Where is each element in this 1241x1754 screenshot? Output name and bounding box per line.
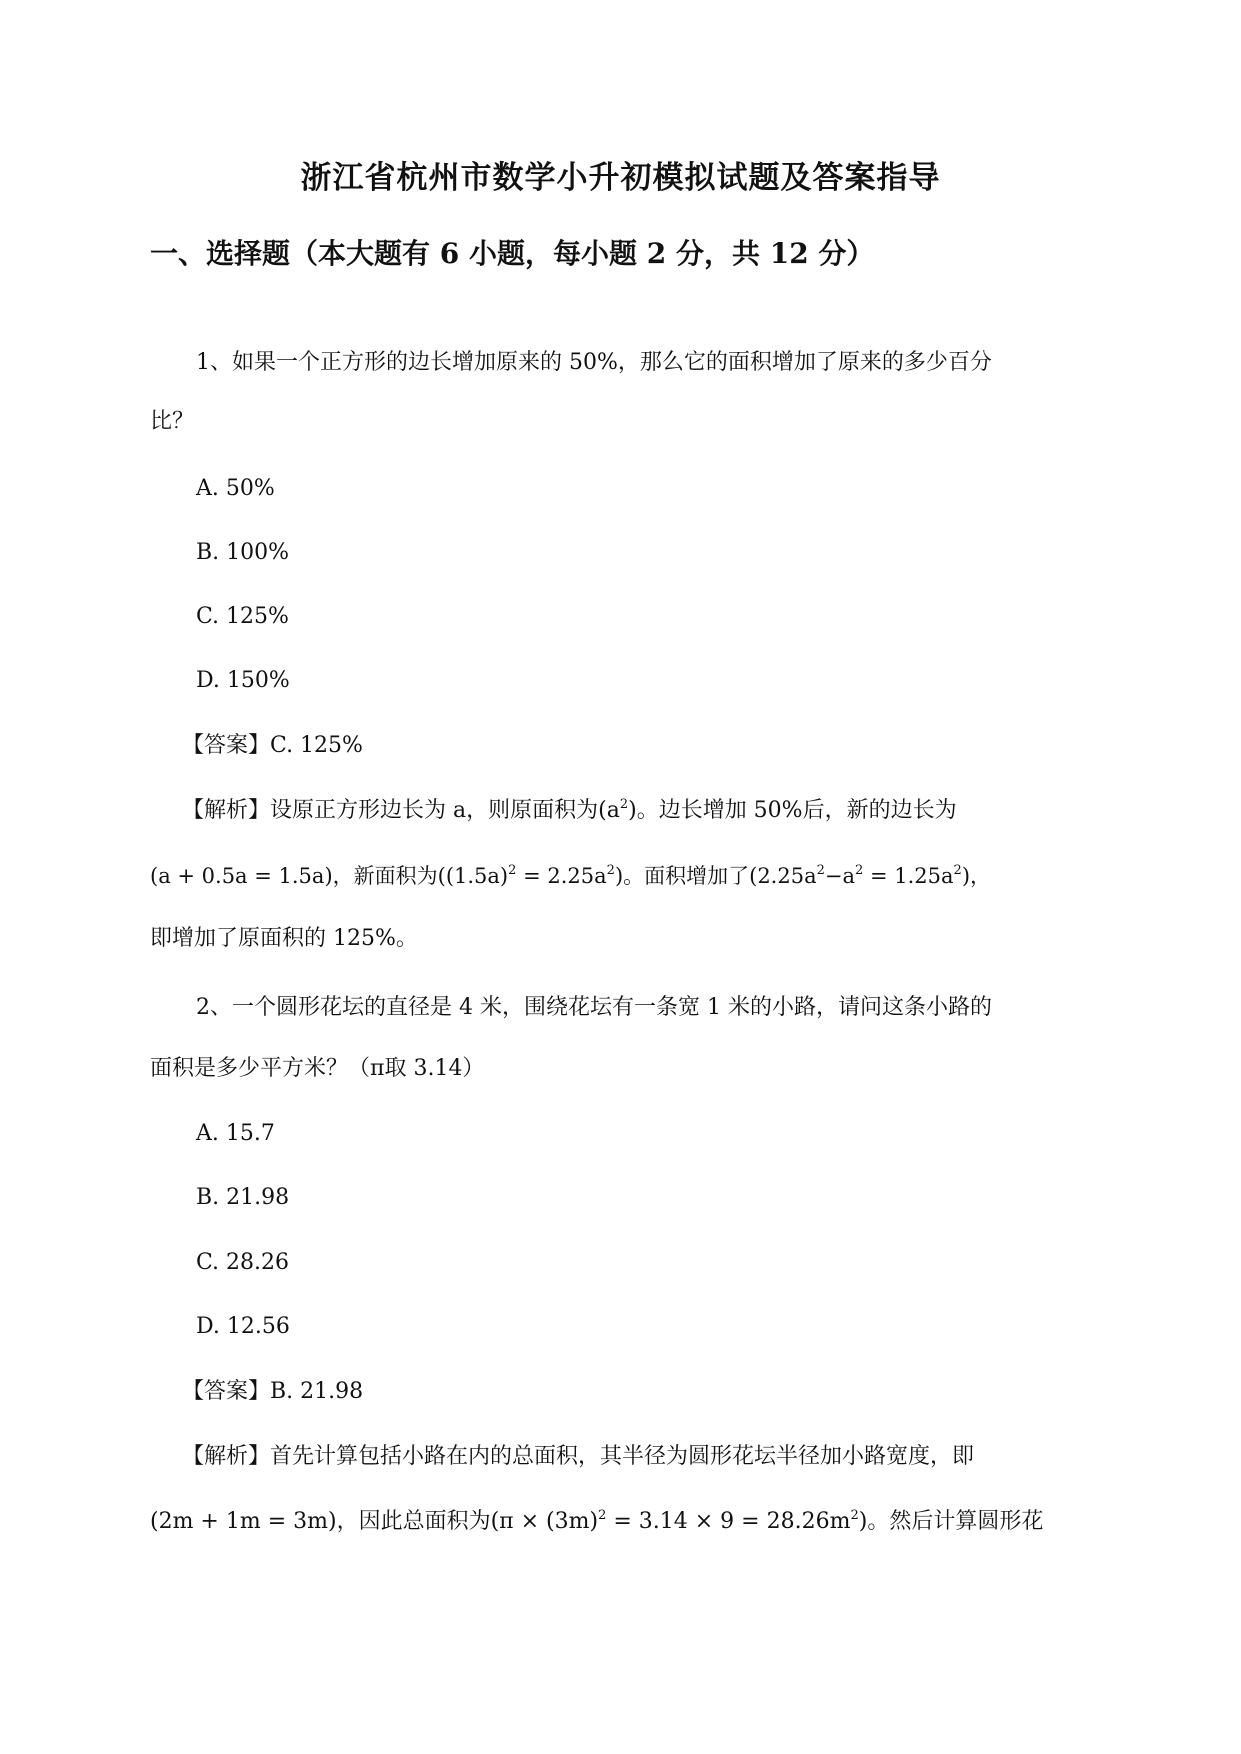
document-title: 浙江省杭州市数学小升初模拟试题及答案指导 <box>300 160 941 196</box>
answer-value: B. 21.98 <box>270 1379 364 1404</box>
question-2-stem-line-2: 面积是多少平方米？（π取 3.14） <box>150 1056 485 1081</box>
question-1-analysis-line-3: 即增加了原面积的 125%。 <box>150 926 418 951</box>
question-2-option-b: B. 21.98 <box>196 1185 290 1210</box>
analysis-tag: 【解析】 <box>182 1444 271 1469</box>
question-1-option-d: D. 150% <box>196 668 290 693</box>
analysis-tag: 【解析】 <box>182 798 271 823</box>
answer-tag: 【答案】 <box>182 1379 271 1404</box>
question-1-answer <box>182 735 363 757</box>
question-1-stem-line-1: 1、如果一个正方形的边长增加原来的 50%，那么它的面积增加了原来的多少百分 <box>196 350 992 375</box>
answer-tag: 【答案】 <box>182 733 271 758</box>
question-1-option-b: B. 100% <box>196 540 290 565</box>
question-1-analysis-line-1: 【解析】设原正方形边长为 a，则原面积为$(a^2)$。边长增加 50%后，新的边长为 <box>182 797 957 823</box>
section-heading-choice: 一、选择题（本大题有 6 小题，每小题 2 分，共 12 分） <box>150 237 875 270</box>
answer-value: C. 125% <box>270 733 363 758</box>
question-2-option-d: D. 12.56 <box>196 1314 290 1339</box>
question-2-option-c: C. 28.26 <box>196 1250 290 1275</box>
question-2-answer <box>182 1381 363 1403</box>
question-2-analysis-line-2: (2m + 1m = 3m)，因此总面积为$(\pi \times (3m)^2 = 3.14 \times 9 = 28.26m^2)$。然后计算圆形花 <box>150 1508 1044 1534</box>
question-2-option-a: A. 15.7 <box>196 1121 275 1146</box>
question-1-stem-line-2: 比？ <box>150 409 195 434</box>
question-1-option-c: C. 125% <box>196 604 289 629</box>
question-1-option-a: A. 50% <box>196 476 275 501</box>
question-2-stem-line-1: 2、一个圆形花坛的直径是 4 米，围绕花坛有一条宽 1 米的小路，请问这条小路的 <box>196 995 992 1020</box>
question-2-analysis-line-1: 【解析】首先计算包括小路在内的总面积，其半径为圆形花坛半径加小路宽度，即 <box>182 1444 975 1469</box>
question-1-analysis-line-2: (a + 0.5a = 1.5a)，新面积为$((1.5a)^2 = 2.25a^2)$。面积增加了$(2.25a^2-a^2 = 1.25a^2)$， <box>150 863 992 888</box>
